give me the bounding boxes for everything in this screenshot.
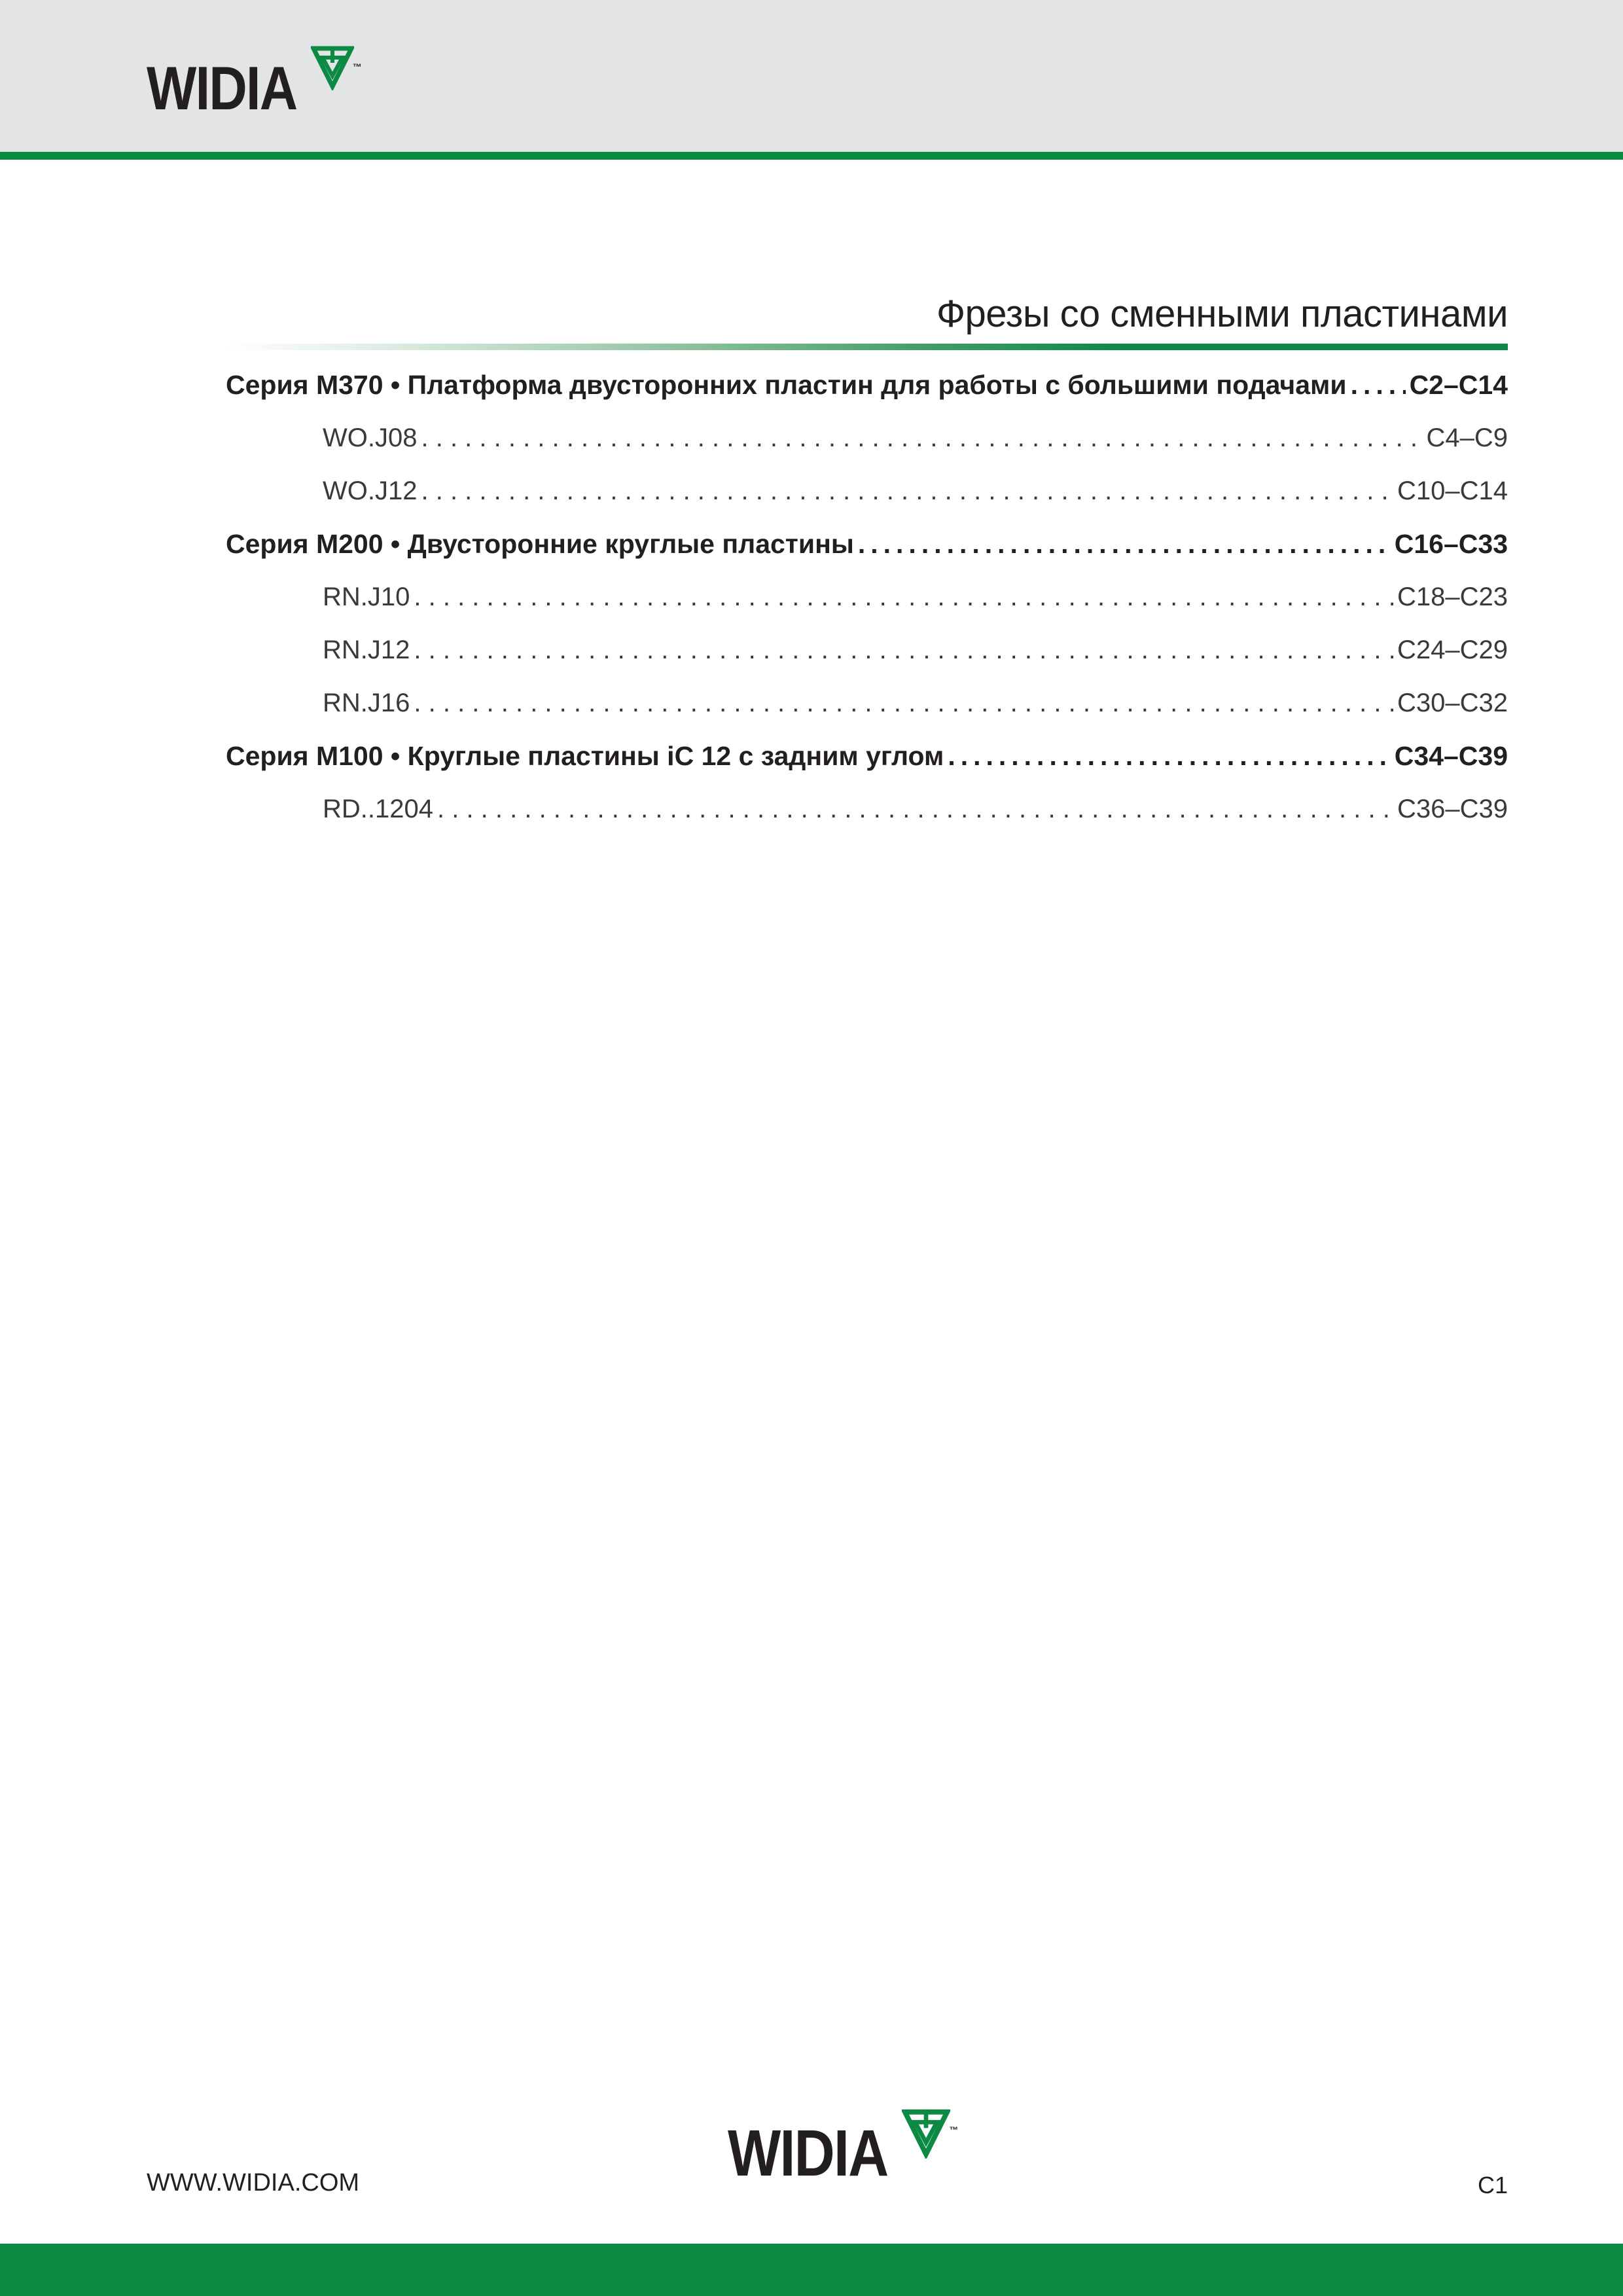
dot-leader bbox=[948, 738, 1390, 774]
toc-entry-rn-j16[interactable] bbox=[226, 685, 1508, 738]
widia-logo-footer bbox=[728, 2117, 959, 2190]
page-number: C1 bbox=[1477, 2172, 1508, 2198]
toc-entry-series-m100[interactable] bbox=[226, 738, 1508, 791]
dot-leader bbox=[414, 685, 1393, 721]
dot-leader bbox=[421, 473, 1393, 509]
triangle-logo-icon bbox=[902, 2106, 950, 2159]
toc-entry-series-m200[interactable] bbox=[226, 526, 1508, 579]
toc-entry-wo-j12[interactable] bbox=[226, 473, 1508, 526]
trademark-symbol: ™ bbox=[949, 2125, 959, 2135]
toc-entry-rn-j12[interactable] bbox=[226, 632, 1508, 685]
toc-entry-pages: C30–C32 bbox=[1397, 689, 1508, 717]
toc-entry-rd-1204[interactable] bbox=[226, 791, 1508, 844]
trademark-symbol: ™ bbox=[352, 62, 362, 72]
section-title: Фрезы со сменными пластинами bbox=[936, 293, 1508, 335]
dot-leader bbox=[414, 632, 1393, 668]
toc-entry-label: WO.J12 bbox=[323, 476, 418, 505]
dot-leader bbox=[437, 791, 1393, 827]
dot-leader bbox=[414, 579, 1393, 615]
toc-entry-label: Серия M100 • Круглые пластины iC 12 с задним углом bbox=[226, 741, 944, 771]
toc-entry-label: Серия M200 • Двусторонние круглые пластины bbox=[226, 529, 854, 559]
toc-entry-label: RN.J12 bbox=[323, 636, 410, 664]
toc-entry-label: WO.J08 bbox=[323, 423, 418, 452]
toc-entry-label: RN.J16 bbox=[323, 689, 410, 717]
toc-entry-pages: C2–C14 bbox=[1409, 370, 1508, 400]
dot-leader bbox=[421, 420, 1422, 456]
toc-entry-pages: C36–C39 bbox=[1397, 795, 1508, 823]
triangle-logo-icon bbox=[311, 43, 354, 90]
toc-entry-series-m370[interactable] bbox=[226, 367, 1508, 420]
title-gradient-rule bbox=[226, 344, 1508, 350]
toc-entry-pages: C34–C39 bbox=[1394, 741, 1508, 771]
widia-logo-header bbox=[147, 54, 362, 122]
toc-entry-pages: C18–C23 bbox=[1397, 583, 1508, 611]
header-green-rule bbox=[0, 152, 1623, 160]
toc-entry-wo-j08[interactable] bbox=[226, 420, 1508, 473]
toc-entry-rn-j10[interactable] bbox=[226, 579, 1508, 632]
toc-entry-pages: C4–C9 bbox=[1426, 423, 1508, 452]
dot-leader bbox=[1351, 367, 1406, 403]
logo-wordmark: WIDIA bbox=[728, 2117, 888, 2190]
toc-entry-label: RD..1204 bbox=[323, 795, 433, 823]
logo-wordmark: WIDIA bbox=[147, 54, 297, 122]
toc-entry-label: RN.J10 bbox=[323, 583, 410, 611]
table-of-contents bbox=[226, 367, 1508, 844]
footer-website-url[interactable]: WWW.WIDIA.COM bbox=[147, 2169, 360, 2197]
toc-entry-label: Серия M370 • Платформа двусторонних пластин для работы с большими подачами bbox=[226, 370, 1347, 400]
dot-leader bbox=[858, 526, 1391, 562]
toc-entry-pages: C10–C14 bbox=[1397, 476, 1508, 505]
toc-entry-pages: C24–C29 bbox=[1397, 636, 1508, 664]
toc-entry-pages: C16–C33 bbox=[1394, 529, 1508, 559]
footer-green-band bbox=[0, 2244, 1623, 2296]
